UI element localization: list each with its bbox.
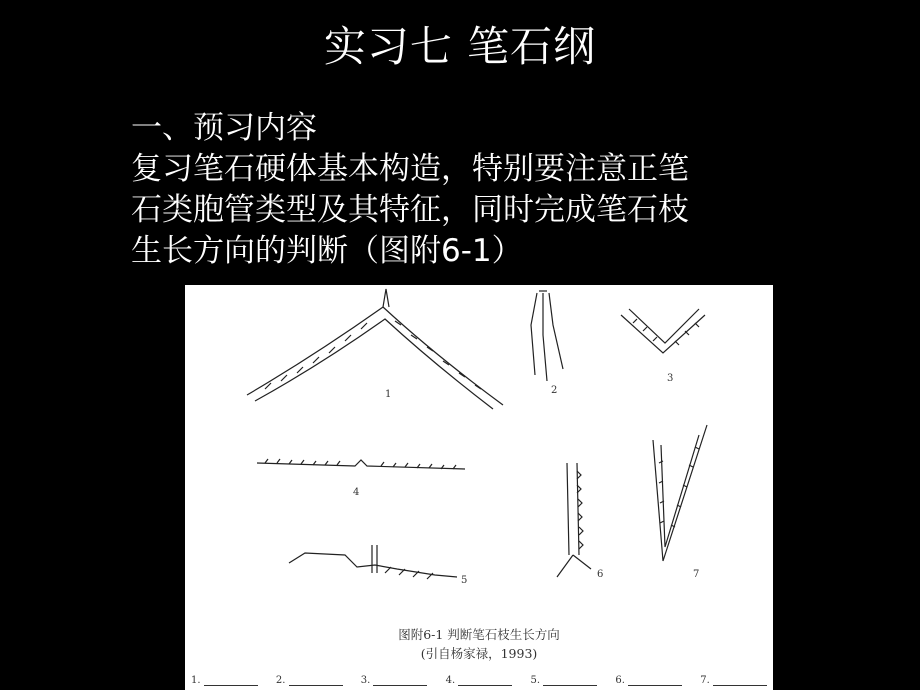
specimen-label-7: 7: [693, 569, 700, 580]
graptolite-figure: [185, 285, 773, 690]
body-line-1: 复习笔石硬体基本构造，特别要注意正笔: [131, 151, 689, 187]
answer-blank[interactable]: [204, 675, 258, 686]
answer-blank[interactable]: [289, 675, 343, 686]
specimen-7-sketch: [653, 425, 707, 561]
answer-item-7: 7.: [700, 675, 767, 690]
answer-item-6: 6.: [615, 675, 682, 690]
specimen-label-5: 5: [461, 575, 468, 586]
answer-blank[interactable]: [458, 675, 512, 686]
answer-blanks: [185, 675, 773, 690]
specimen-label-3: 3: [667, 373, 674, 384]
slide-body: [131, 108, 791, 272]
specimen-1-sketch: [247, 289, 503, 409]
figure-caption-title: 图附6-1 判断笔石枝生长方向: [398, 627, 560, 642]
body-line-2: 石类胞管类型及其特征，同时完成笔石枝: [131, 192, 689, 228]
answer-item-3: 3.: [361, 675, 428, 690]
answer-item-1: 1.: [191, 675, 258, 690]
specimen-label-6: 6: [597, 569, 604, 580]
specimen-3-sketch: [621, 309, 705, 353]
body-line-3: 生长方向的判断（图附6-1）: [131, 233, 523, 269]
specimen-6-sketch: [557, 463, 591, 577]
specimen-5-sketch: [289, 545, 457, 579]
specimen-label-4: 4: [353, 487, 360, 498]
answer-item-2: 2.: [276, 675, 343, 690]
answer-blank[interactable]: [543, 675, 597, 686]
answer-item-4: 4.: [446, 675, 513, 690]
slide-title: 实习七 笔石纲: [323, 22, 597, 71]
specimen-label-1: 1: [385, 389, 392, 400]
answer-blank[interactable]: [713, 675, 767, 686]
answer-blank[interactable]: [373, 675, 427, 686]
specimen-2-sketch: [531, 291, 563, 381]
specimen-label-2: 2: [551, 385, 558, 396]
answer-item-5: 5.: [531, 675, 598, 690]
answer-blank[interactable]: [628, 675, 682, 686]
figure-caption-source: (引自杨家禄，1993): [420, 646, 538, 661]
specimen-4-sketch: [257, 459, 465, 469]
section-heading: 一、预习内容: [131, 110, 317, 146]
